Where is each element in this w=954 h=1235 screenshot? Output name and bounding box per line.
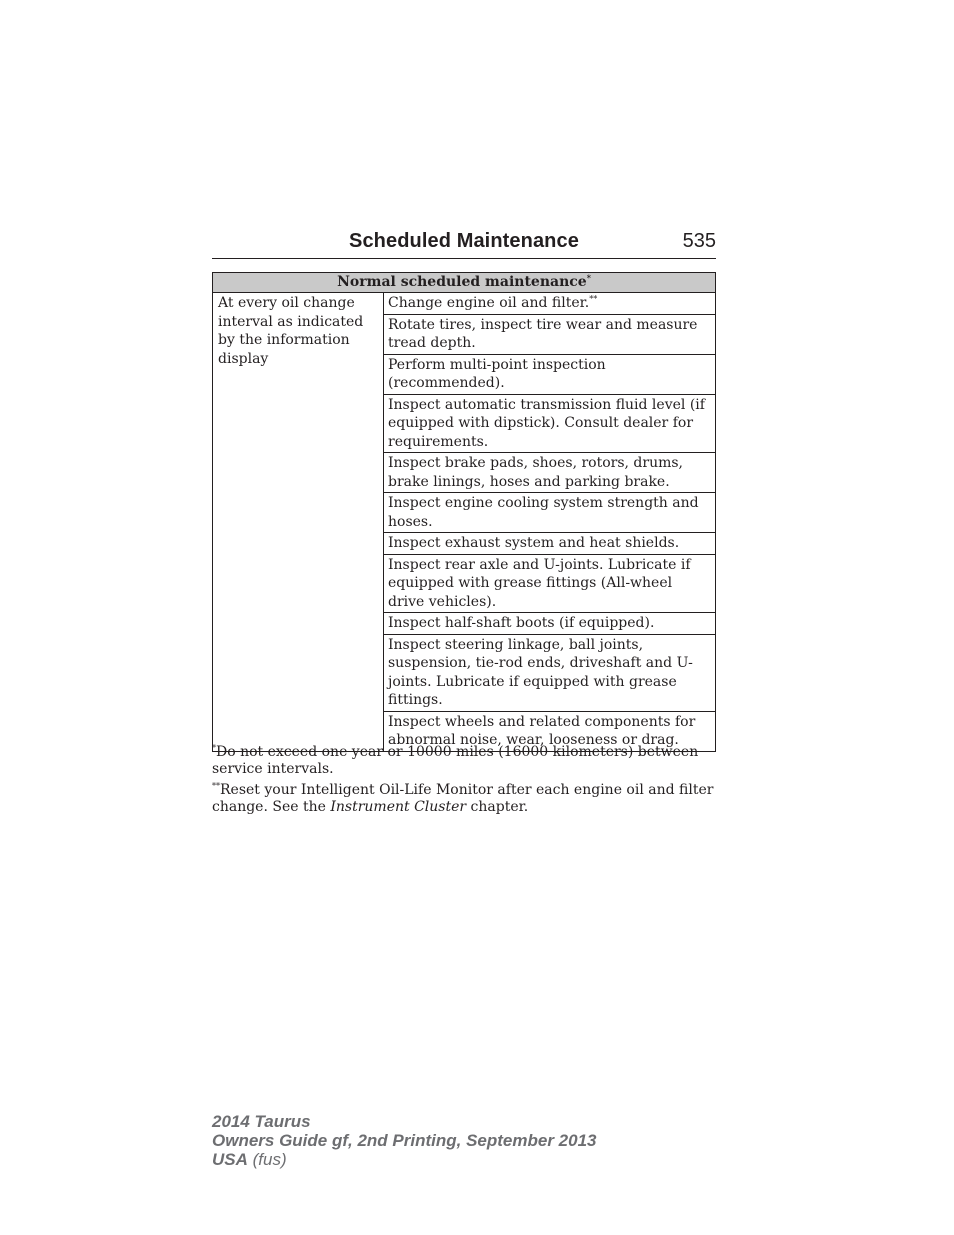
task-cell: [384, 293, 716, 315]
task-text: Change engine oil and filter.: [388, 295, 590, 311]
footer-market: [212, 1150, 596, 1169]
footer-edition: Owners Guide gf, 2nd Printing, September 2013: [212, 1131, 597, 1150]
task-cell: Inspect engine cooling system strength and hoses.: [384, 493, 716, 533]
page-header: [212, 228, 716, 259]
footnote-2-mark: **: [212, 781, 220, 791]
footer-market-name: USA: [212, 1150, 248, 1169]
table-heading: [213, 273, 716, 293]
page-footer: [212, 1112, 596, 1169]
footnote-1-text: Do not exceed one year or 10000 miles (16000 kilometers) between service intervals.: [212, 744, 699, 777]
task-cell: Inspect wheels and related components for abnormal noise, wear, looseness or drag.: [384, 711, 716, 751]
footnote-2-text-end: chapter.: [466, 799, 529, 815]
section-title: Scheduled Maintenance: [349, 230, 579, 252]
table-heading-text: Normal scheduled maintenance: [337, 274, 587, 291]
footer-market-code: (fus): [247, 1150, 287, 1169]
task-cell: Rotate tires, inspect tire wear and measure tread depth.: [384, 314, 716, 354]
footnote-1-mark: *: [212, 743, 216, 753]
page-number: 535: [682, 230, 716, 252]
footnote-2-text: Reset your Intelligent Oil-Life Monitor after each engine oil and filter change. See the: [212, 782, 714, 815]
task-cell: Perform multi-point inspection (recommended).: [384, 354, 716, 394]
task-cell: Inspect rear axle and U-joints. Lubricate if equipped with grease fittings (All-wheel drive vehicles).: [384, 554, 716, 613]
table-heading-footnote-mark: *: [586, 272, 591, 283]
task-cell: Inspect brake pads, shoes, rotors, drums, brake linings, hoses and parking brake.: [384, 453, 716, 493]
task-cell: Inspect automatic transmission fluid level (if equipped with dipstick). Consult dealer for requirements.: [384, 394, 716, 453]
footnotes: [212, 744, 716, 820]
footnote-2: [212, 782, 716, 816]
interval-cell: At every oil change interval as indicated by the information display: [213, 293, 384, 752]
footnote-1: [212, 744, 716, 778]
task-cell: Inspect steering linkage, ball joints, suspension, tie-rod ends, driveshaft and U-joints. Lubricate if equipped with grease fittings.: [384, 634, 716, 711]
chapter-reference: Instrument Cluster: [330, 799, 467, 815]
task-cell: Inspect exhaust system and heat shields.: [384, 533, 716, 555]
table-header-row: [213, 273, 716, 293]
task-cell: Inspect half-shaft boots (if equipped).: [384, 613, 716, 635]
table-row: [213, 293, 716, 315]
maintenance-table: [212, 272, 716, 752]
task-footnote-mark: **: [589, 294, 598, 304]
footer-model: 2014 Taurus: [212, 1112, 311, 1131]
